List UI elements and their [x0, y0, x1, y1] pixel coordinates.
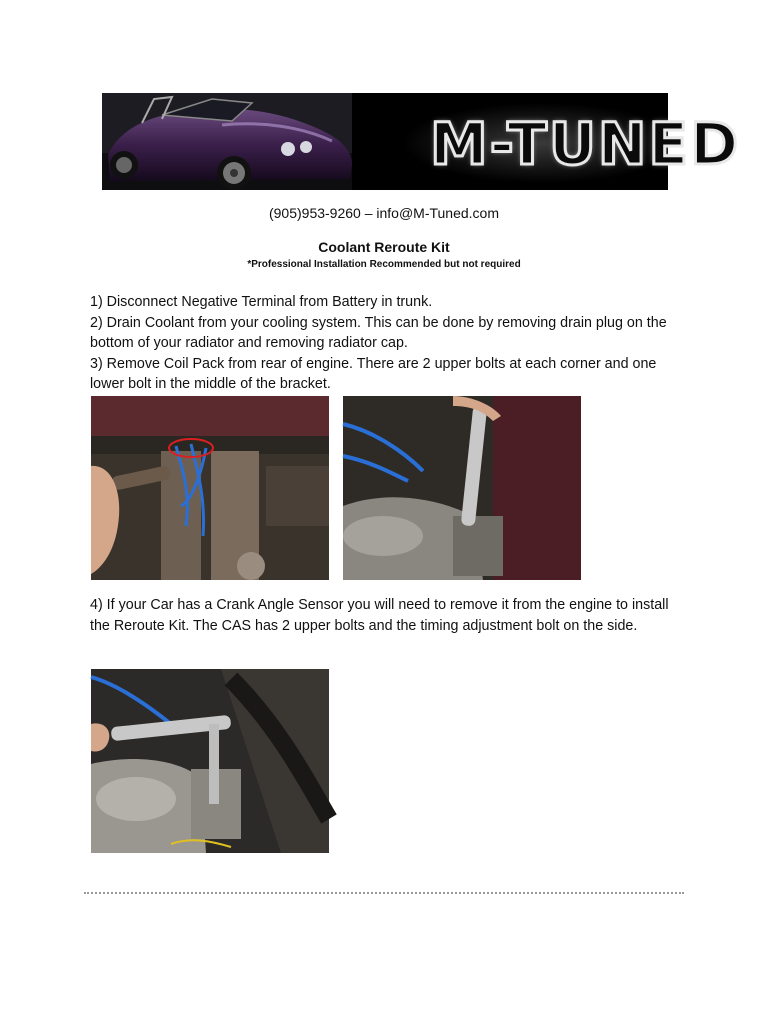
brand-logo: M-TUNED — [430, 110, 741, 178]
ratchet-photo — [343, 396, 581, 580]
header-banner — [102, 93, 741, 190]
contact-line: (905)953-9260 – info@M-Tuned.com — [268, 205, 500, 221]
coil-pack-photo — [91, 396, 329, 580]
page-divider — [84, 892, 684, 894]
step-item: 3) Remove Coil Pack from rear of engine. There are 2 upper bolts at each corner and one lower bolt in the middle of the bracket. — [90, 355, 657, 392]
step-item: 2) Drain Coolant from your cooling system. This can be done by removing drain plug on the bottom of your radiator and removing radiator cap. — [90, 314, 667, 351]
step-item: 4) If your Car has a Crank Angle Sensor you will need to remove it from the engine to install the Reroute Kit. The CAS has 2 upper bolts and the timing adjustment bolt on the side. — [90, 597, 669, 634]
cas-removal-photo — [91, 669, 329, 853]
step-item: 1) Disconnect Negative Terminal from Battery in trunk. — [90, 294, 433, 310]
document-subtitle: *Professional Installation Recommended but not required — [247, 259, 521, 270]
document-title: Coolant Reroute Kit — [318, 239, 450, 255]
step4-text — [90, 595, 690, 636]
steps-list — [90, 292, 690, 395]
